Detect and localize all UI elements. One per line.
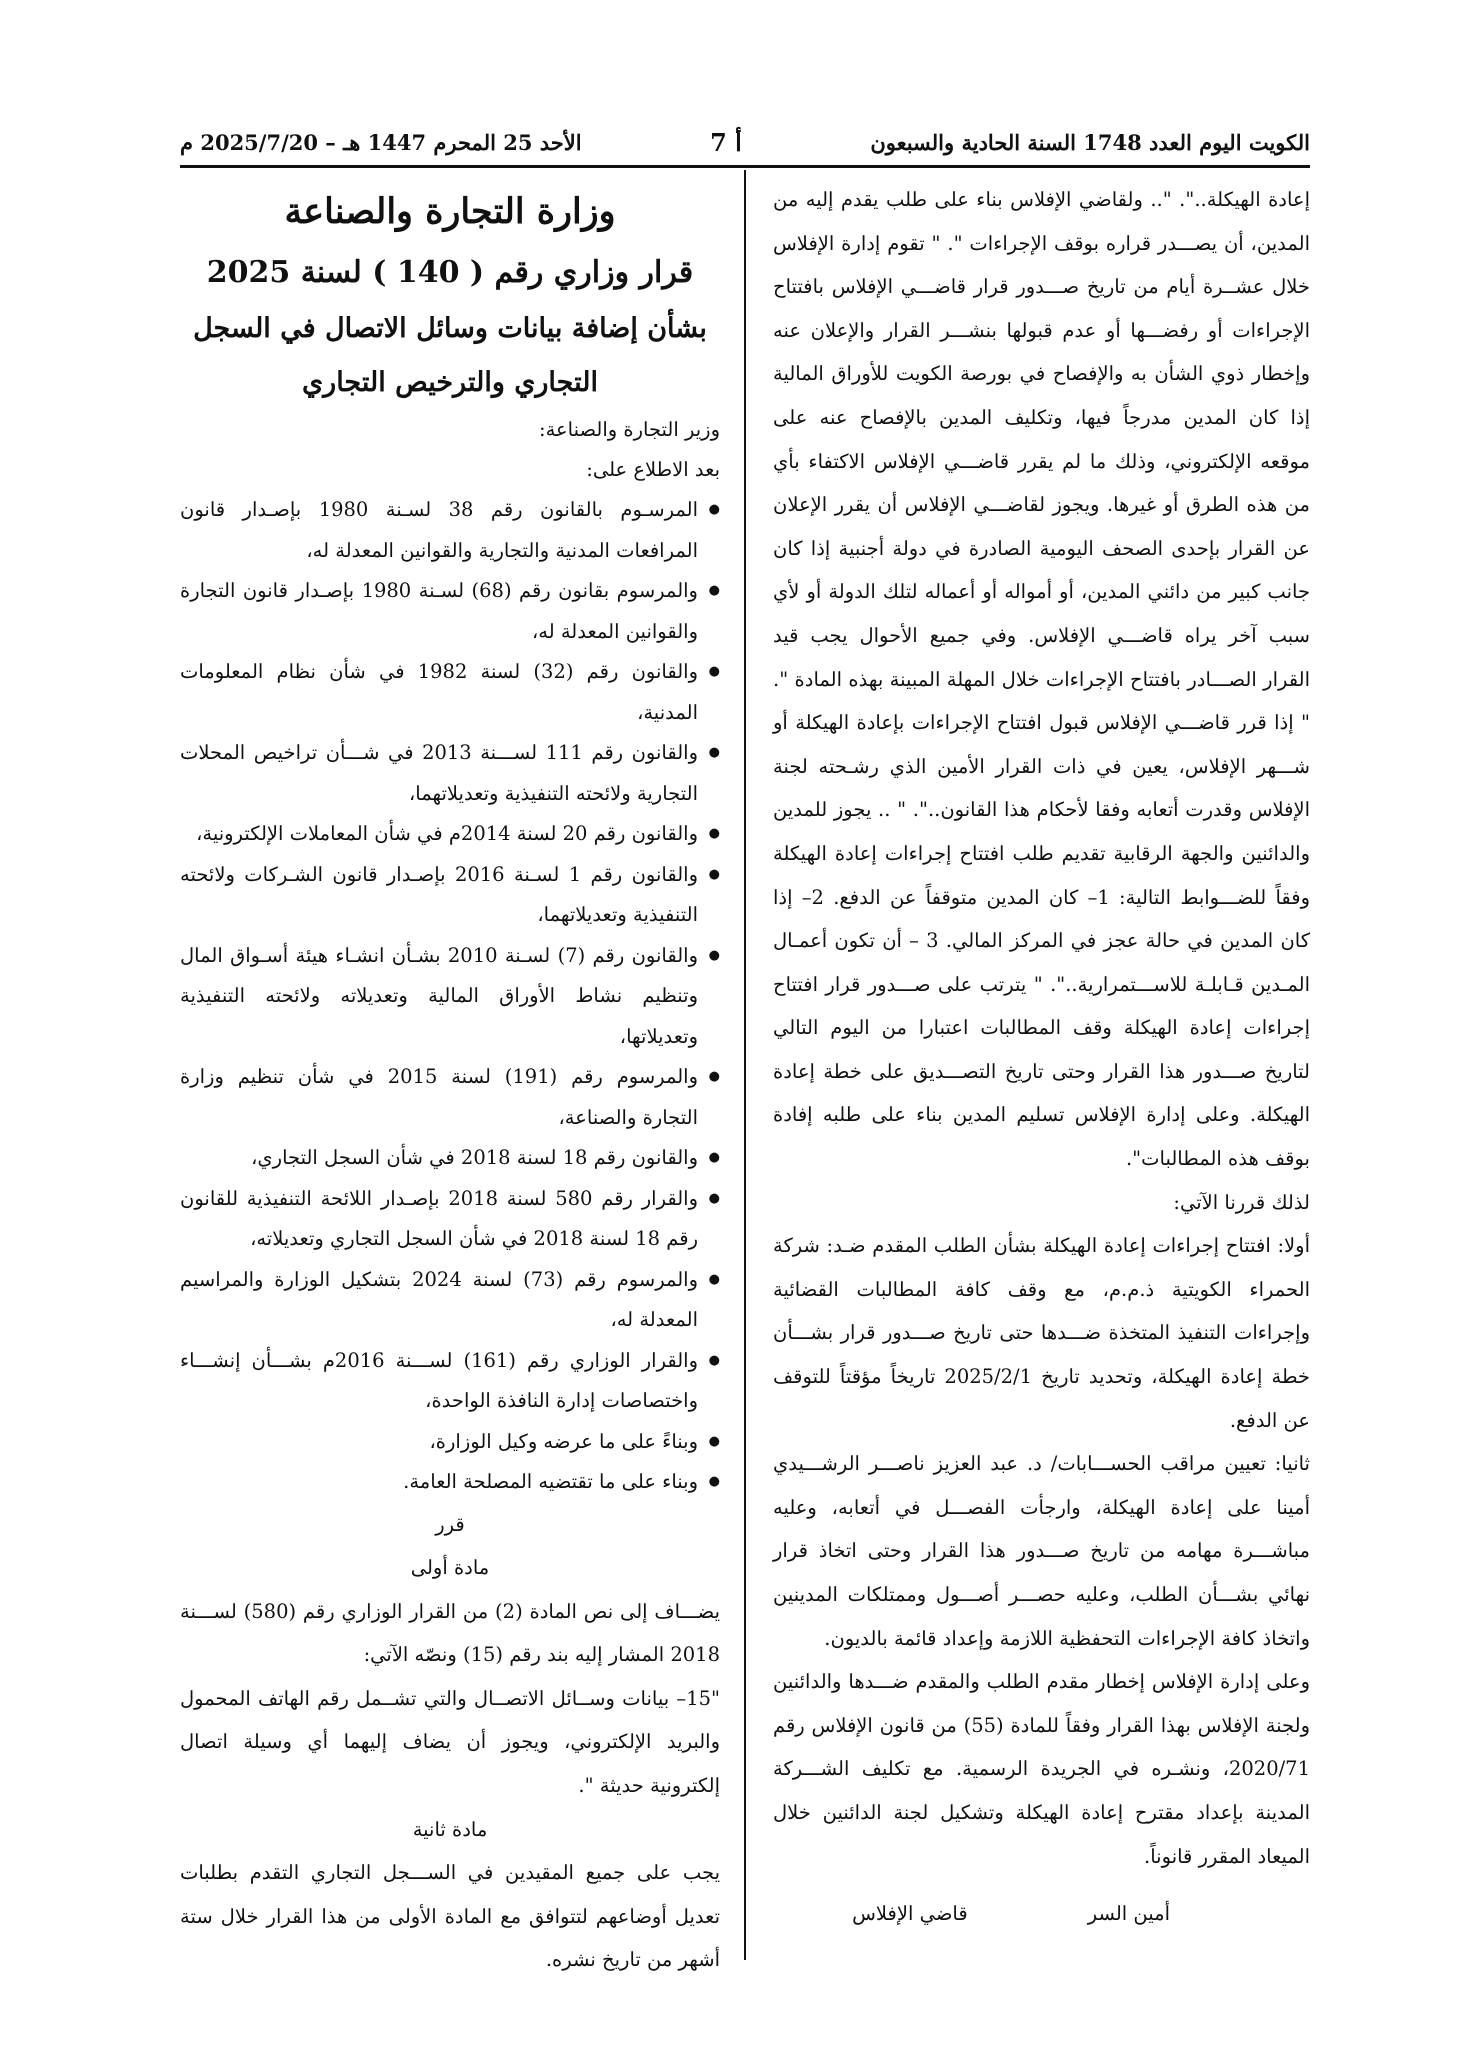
paragraph: وعلى إدارة الإفلاس إخطار مقدم الطلب والمقدم ضـــدها والدائنين ولجنة الإفلاس بهذا القرار وفقاً للمادة (55) من قانون الإفلاس رقم 2020/71، ونشـره في الجريدة الرسمية. مع تكليف الشـــركة المدينة بإعداد مقترح إعادة الهيكلة وتشكيل لجنة الدائنين خلال الميعاد المقرر قانوناً.: [773, 1670, 1310, 1868]
header-issue: الكويت اليوم العدد 1748 السنة الحادية والسبعون: [870, 129, 1310, 155]
header-date: الأحد 25 المحرم 1447 هـ – 2025/7/20 م: [180, 129, 582, 155]
list-item: ● والقانون رقم 20 لسنة 2014م في شأن المعاملات الإلكترونية،: [180, 814, 720, 855]
list-item: ● والقانون رقم 111 لســـنة 2013 في شـــأن تراخيص المحلات التجارية ولائحته التنفيذية وتعديلاتهما،: [180, 733, 720, 814]
list-item: ● والقانون رقم 1 لسـنة 2016 بإصـدار قانون الشـركات ولائحته التنفيذية وتعديلاتهما،: [180, 855, 720, 936]
list-item: ● والقانون رقم (32) لسنة 1982 في شأن نظام المعلومات المدنية،: [180, 652, 720, 733]
list-item: ● والمرسوم بقانون رقم (68) لسـنة 1980 بإصـدار قانون التجارة والقوانين المعدلة له،: [180, 571, 720, 652]
signature-secretary: أمين السر: [1087, 1902, 1170, 1926]
decision-topic-line1: بشأن إضافة بيانات وسائل الاتصال في السجل: [193, 313, 707, 344]
list-item: ● المرسـوم بالقانون رقم 38 لسـنة 1980 بإصـدار قانون المرافعات المدنية والتجارية والقوانين المعدلة له،: [180, 490, 720, 571]
list-item: ● والقانون رقم (7) لسـنة 2010 بشـأن انشـاء هيئة أسـواق المال وتنظيم نشاط الأوراق المالية وتعديلاته ولائحته التنفيذية وتعديلاتها،: [180, 936, 720, 1058]
list-item: ● والقانون رقم 18 لسنة 2018 في شأن السجل التجاري،: [180, 1138, 720, 1179]
list-item: ● والقرار رقم 580 لسنة 2018 بإصـدار اللائحة التنفيذية للقانون رقم 18 لسنة 2018 في شأن السجل التجاري وتعديلاته،: [180, 1179, 720, 1260]
list-item: ● وبناء على ما تقتضيه المصلحة العامة.: [180, 1462, 720, 1503]
page-header: [180, 122, 1310, 162]
review-line: بعد الاطلاع على:: [586, 458, 720, 481]
paragraph: ثانيا: تعيين مراقب الحســـابات/ د. عبد العزيز ناصـــر الرشـــيدي أمينا على إعادة الهيكلة، وارجأت الفصـــل في أتعابه، وعليه مباشـــرة مهامه من تاريخ صـــدور هذا القرار وحتى اتخاذ قرار نهائي بشـــأن الطلب، وعليه حصـــر أصـــول وممتلكات المدينين واتخاذ كافة الإجراءات التحفظية اللازمة وإعداد قائمة بالديون.: [773, 1452, 1310, 1650]
left-column: [180, 178, 720, 1982]
right-column: [773, 178, 1310, 1936]
decision-topic-line2: التجاري والترخيص التجاري: [302, 367, 598, 398]
article1-text: يضـــاف إلى نص المادة (2) من القرار الوزاري رقم (580) لســـنة 2018 المشار إليه بند رقم (15) ونصّه الآتي:: [180, 1599, 721, 1667]
paragraph: أولا: افتتاح إجراءات إعادة الهيكلة بشأن الطلب المقدم ضـد: شركة الحمراء الكويتية ذ.م.م، مع وقف كافة المطالبات القضائية وإجراءات التنفيذ المتخذة ضـــدها حتى تاريخ صـــدور قرار بشـــأن خطة إعادة الهيكلة، وتحديد تاريخ 2025/2/1 تاريخاً مؤقتاً للتوقف عن الدفع.: [773, 1234, 1310, 1432]
header-rule: [180, 165, 1310, 168]
list-item: ● والمرسوم رقم (73) لسنة 2024 بتشكيل الوزارة والمراسيم المعدلة له،: [180, 1260, 720, 1341]
column-divider: [744, 170, 746, 1960]
decision-number: قرار وزاري رقم ( 140 ) لسنة 2025: [206, 255, 694, 290]
paragraph: لذلك قررنا الآتي:: [1173, 1190, 1310, 1214]
list-item: ● وبناءً على ما عرضه وكيل الوزارة،: [180, 1422, 720, 1463]
signatures: [773, 1892, 1310, 1936]
article2-text: يجب على جميع المقيدين في الســـجل التجاري التقدم بطلبات تعديل أوضاعهم لتتوافق مع المادة الأولى من هذا القرار خلال ستة أشهر من تاريخ نشره.: [180, 1861, 720, 1972]
header-page-number: أ 7: [710, 127, 742, 157]
article2-title: مادة ثانية: [412, 1817, 488, 1841]
list-item: ● والمرسوم رقم (191) لسنة 2015 في شأن تنظيم وزارة التجارة والصناعة،: [180, 1057, 720, 1138]
list-item: ● والقرار الوزاري رقم (161) لســـنة 2016م بشـــأن إنشـــاء واختصاصات إدارة النافذة الواحدة،: [180, 1341, 720, 1422]
legal-references: [180, 490, 720, 1503]
article1-title: مادة أولى: [410, 1556, 490, 1580]
minister-line: وزير التجارة والصناعة:: [539, 418, 720, 441]
paragraph: إعادة الهيكلة..". ".. ولقاضي الإفلاس بناء على طلب يقدم إليه من المدين، أن يصـــدر قراره بوقف الإجراءات ". " تقوم إدارة الإفلاس خلال عشــرة أيام من تاريخ صـــدور قرار قاضـــي الإفلاس بافتتاح الإجراءات أو رفضـــها أو عدم قبولها بنشـــر القرار والإعلان عنه وإخطار ذوي الشأن به والإفصاح في بورصة الكويت للأوراق المالية إذا كان المدين مدرجاً فيها، وتكليف المدين بالإفصاح عنه على موقعه الإلكتروني، وذلك ما لم يقرر قاضـــي الإفلاس الاكتفاء بأي من هذه الطرق أو غيرها. ويجوز لقاضـــي الإفلاس أن يقرر الإعلان عن القرار بإحدى الصحف اليومية الصادرة في دولة أجنبية إذا كان جانب كبير من دائني المدين، أو أمواله أو أعماله لتلك الدولة أو لأي سبب آخر يراه قاضـــي الإفلاس. وفي جميع الأحوال يجب قيد القرار الصـــادر بافتتاح الإجراءات خلال المهلة المبينة بهذه المادة ". " إذا قرر قاضـــي الإفلاس قبول افتتاح الإجراءات بإعادة الهيكلة أو شـــهر الإفلاس، يعين في ذات القرار الأمين الذي رشـحته لجنة الإفلاس وقدرت أتعابه وفقا لأحكام هذا القانون..". " .. يجوز للمدين والدائنين والجهة الرقابية تقديم طلب افتتاح إجراءات إعادة الهيكلة وفقاً للضـــوابط التالية: 1– كان المدين متوقفاً عن الدفع. 2– إذا كان المدين في حالة عجز في المركز المالي. 3 – أن تكون أعمـال المـدين قـابلـة للاســـتمرارية..". " يترتب على صـــدور قرار افتتاح إجراءات إعادة الهيكلة وقف المطالبات اعتبارا من اليوم التالي لتاريخ صـــدور هذا القرار وحتى تاريخ التصـــديق على خطة إعادة الهيكلة. وعلى إدارة الإفلاس تسليم المدين بناء على طلبه إفادة بوقف هذه المطالبات".: [773, 188, 1310, 1171]
ministry-title: وزارة التجارة والصناعة: [284, 191, 616, 232]
signature-judge: قاضي الإفلاس: [852, 1902, 968, 1926]
decided-heading: قرر: [435, 1512, 465, 1536]
article1-quote: "15– بيانات وســائل الاتصــال والتي تشــمل رقم الهاتف المحمول والبريد الإلكتروني، ويجوز أن يضاف إليهما أي وسيلة اتصال إلكترونية حديثة ".: [180, 1686, 720, 1798]
